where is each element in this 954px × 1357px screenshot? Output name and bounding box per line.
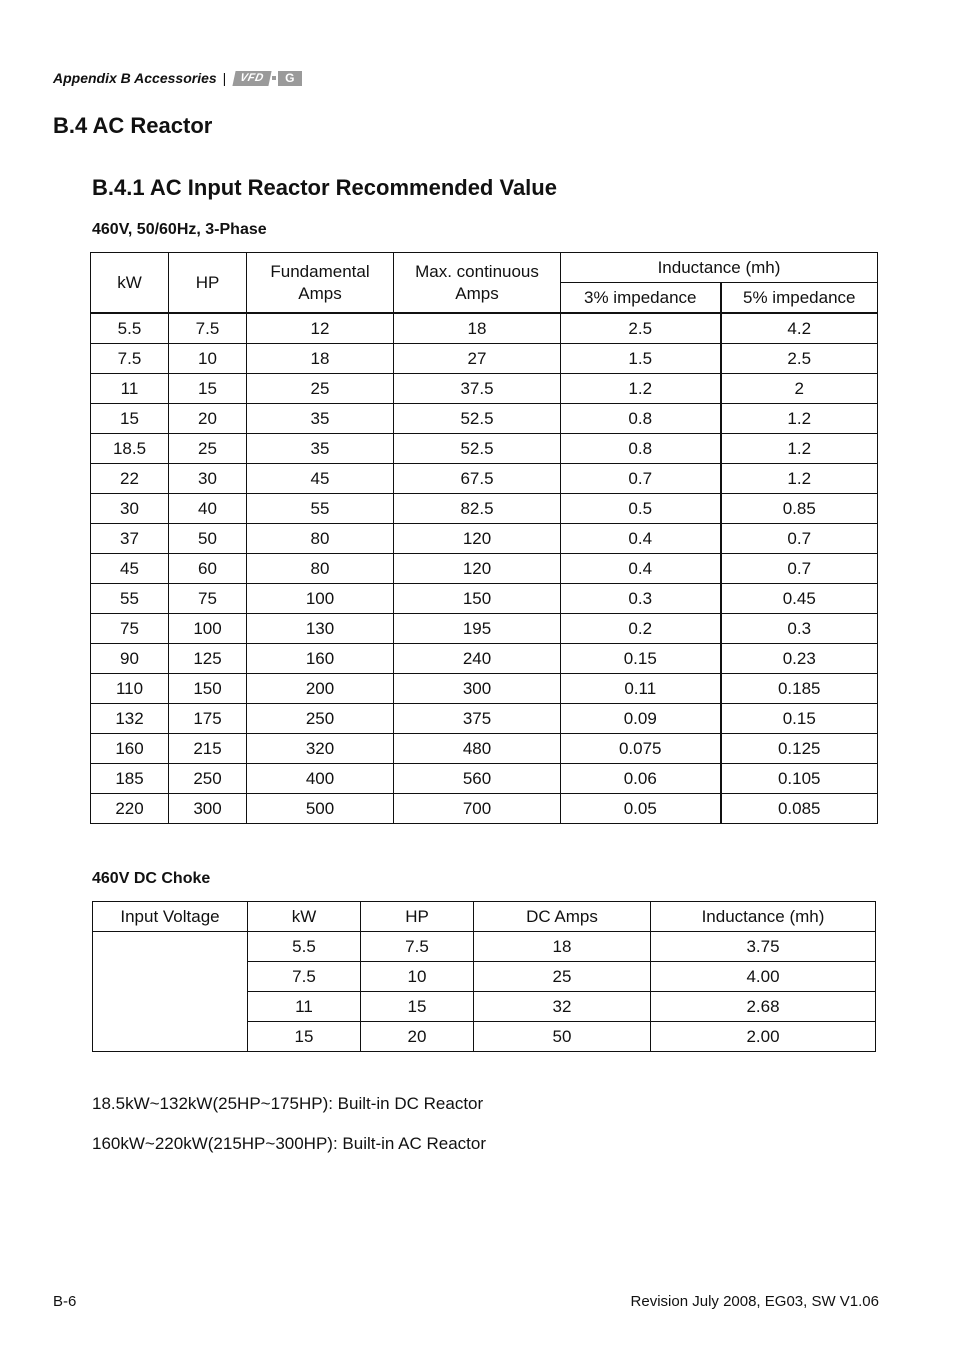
cell-3pct-impedance: 1.2 [561,374,721,404]
cell-kw: 220 [91,794,169,824]
table-row [91,734,878,764]
cell-5pct-impedance: 0.23 [721,644,878,674]
cell-kw: 7.5 [91,344,169,374]
cell-hp: 10 [169,344,247,374]
cell-max-continuous-amps: 67.5 [394,464,561,494]
header-max-continuous-amps: Max. continuous Amps [394,253,561,314]
cell-hp: 25 [169,434,247,464]
cell-fundamental-amps: 500 [247,794,394,824]
cell-3pct-impedance: 0.06 [561,764,721,794]
cell-3pct-impedance: 0.09 [561,704,721,734]
cell-5pct-impedance: 2 [721,374,878,404]
cell-3pct-impedance: 0.8 [561,404,721,434]
table-row [91,614,878,644]
cell-fundamental-amps: 12 [247,313,394,344]
cell-max-continuous-amps: 120 [394,554,561,584]
table-row [91,794,878,824]
header-section: Appendix B Accessories [53,70,217,86]
cell-5pct-impedance: 0.7 [721,524,878,554]
cell-kw: 132 [91,704,169,734]
cell-max-continuous-amps: 27 [394,344,561,374]
cell-max-continuous-amps: 480 [394,734,561,764]
cell-hp: 20 [361,1022,474,1052]
cell-5pct-impedance: 1.2 [721,464,878,494]
cell-kw: 37 [91,524,169,554]
cell-inductance: 2.00 [651,1022,876,1052]
cell-max-continuous-amps: 18 [394,313,561,344]
note-ac-reactor: 160kW~220kW(215HP~300HP): Built-in AC Reactor [92,1134,487,1153]
cell-max-continuous-amps: 82.5 [394,494,561,524]
cell-5pct-impedance: 0.185 [721,674,878,704]
cell-input-voltage [93,932,248,1052]
cell-max-continuous-amps: 560 [394,764,561,794]
cell-3pct-impedance: 0.7 [561,464,721,494]
page-number: B-6 [53,1293,77,1310]
cell-3pct-impedance: 0.5 [561,494,721,524]
table-row [91,434,878,464]
vfd-g-logo [234,70,302,86]
cell-kw: 90 [91,644,169,674]
cell-hp: 7.5 [169,313,247,344]
table-row [91,644,878,674]
cell-3pct-impedance: 0.4 [561,554,721,584]
cell-fundamental-amps: 100 [247,584,394,614]
table1-caption: 460V, 50/60Hz, 3-Phase [92,221,267,238]
cell-max-continuous-amps: 120 [394,524,561,554]
cell-fundamental-amps: 45 [247,464,394,494]
cell-dc-amps: 18 [474,932,651,962]
cell-5pct-impedance: 0.105 [721,764,878,794]
table-row [91,704,878,734]
cell-kw: 11 [91,374,169,404]
table-row [91,404,878,434]
cell-kw: 15 [248,1022,361,1052]
cell-fundamental-amps: 80 [247,554,394,584]
cell-kw: 160 [91,734,169,764]
section-title: B.4 AC Reactor [53,113,213,138]
cell-inductance: 3.75 [651,932,876,962]
cell-dc-amps: 32 [474,992,651,1022]
table-row [91,584,878,614]
cell-hp: 60 [169,554,247,584]
dc-header-hp: HP [361,902,474,932]
cell-dc-amps: 25 [474,962,651,992]
cell-kw: 30 [91,494,169,524]
cell-3pct-impedance: 0.8 [561,434,721,464]
cell-hp: 75 [169,584,247,614]
header-fundamental-amps: Fundamental Amps [247,253,394,314]
cell-kw: 185 [91,764,169,794]
cell-max-continuous-amps: 240 [394,644,561,674]
cell-kw: 55 [91,584,169,614]
dc-header-dc-amps: DC Amps [474,902,651,932]
cell-max-continuous-amps: 150 [394,584,561,614]
table-row [93,932,876,962]
cell-5pct-impedance: 0.15 [721,704,878,734]
table-row [91,764,878,794]
cell-inductance: 2.68 [651,992,876,1022]
revision-info: Revision July 2008, EG03, SW V1.06 [630,1293,879,1310]
logo-g: G [278,71,302,86]
header-3pct-impedance: 3% impedance [561,283,721,314]
cell-fundamental-amps: 320 [247,734,394,764]
cell-fundamental-amps: 25 [247,374,394,404]
cell-kw: 15 [91,404,169,434]
cell-hp: 40 [169,494,247,524]
cell-5pct-impedance: 0.45 [721,584,878,614]
cell-hp: 7.5 [361,932,474,962]
cell-kw: 110 [91,674,169,704]
header-kw: kW [91,253,169,314]
cell-max-continuous-amps: 195 [394,614,561,644]
cell-5pct-impedance: 1.2 [721,434,878,464]
header-separator: | [222,70,227,86]
cell-fundamental-amps: 35 [247,434,394,464]
header-hp: HP [169,253,247,314]
cell-5pct-impedance: 0.125 [721,734,878,764]
cell-hp: 215 [169,734,247,764]
cell-fundamental-amps: 35 [247,404,394,434]
cell-kw: 5.5 [248,932,361,962]
cell-fundamental-amps: 160 [247,644,394,674]
cell-dc-amps: 50 [474,1022,651,1052]
cell-fundamental-amps: 400 [247,764,394,794]
cell-kw: 11 [248,992,361,1022]
table2-caption: 460V DC Choke [92,870,211,887]
dc-header-kw: kW [248,902,361,932]
cell-kw: 18.5 [91,434,169,464]
cell-kw: 75 [91,614,169,644]
cell-fundamental-amps: 200 [247,674,394,704]
cell-3pct-impedance: 0.11 [561,674,721,704]
running-header [53,70,302,86]
cell-max-continuous-amps: 700 [394,794,561,824]
cell-kw: 5.5 [91,313,169,344]
header-inductance: Inductance (mh) [561,253,878,283]
note-dc-reactor: 18.5kW~132kW(25HP~175HP): Built-in DC Reactor [92,1094,484,1113]
cell-max-continuous-amps: 37.5 [394,374,561,404]
cell-hp: 250 [169,764,247,794]
cell-kw: 7.5 [248,962,361,992]
cell-3pct-impedance: 0.15 [561,644,721,674]
cell-hp: 150 [169,674,247,704]
cell-5pct-impedance: 2.5 [721,344,878,374]
table-row [91,464,878,494]
cell-max-continuous-amps: 300 [394,674,561,704]
header-5pct-impedance: 5% impedance [721,283,878,314]
cell-hp: 15 [169,374,247,404]
cell-hp: 10 [361,962,474,992]
cell-fundamental-amps: 130 [247,614,394,644]
cell-5pct-impedance: 0.085 [721,794,878,824]
cell-hp: 30 [169,464,247,494]
cell-kw: 45 [91,554,169,584]
table-row [91,524,878,554]
cell-hp: 300 [169,794,247,824]
table-row [91,374,878,404]
ac-reactor-table-body [91,313,878,824]
cell-kw: 22 [91,464,169,494]
table-row [91,674,878,704]
cell-hp: 15 [361,992,474,1022]
cell-3pct-impedance: 0.3 [561,584,721,614]
logo-dot [272,76,276,80]
cell-fundamental-amps: 250 [247,704,394,734]
cell-fundamental-amps: 18 [247,344,394,374]
cell-5pct-impedance: 4.2 [721,313,878,344]
ac-reactor-table [90,252,878,824]
cell-3pct-impedance: 0.05 [561,794,721,824]
cell-hp: 125 [169,644,247,674]
dc-choke-header-row [93,902,876,932]
cell-max-continuous-amps: 375 [394,704,561,734]
table-row [91,494,878,524]
subsection-title: B.4.1 AC Input Reactor Recommended Value [92,175,557,200]
logo-vfd: VFD [233,71,272,86]
cell-3pct-impedance: 0.2 [561,614,721,644]
cell-inductance: 4.00 [651,962,876,992]
cell-max-continuous-amps: 52.5 [394,404,561,434]
cell-5pct-impedance: 0.7 [721,554,878,584]
cell-hp: 175 [169,704,247,734]
cell-5pct-impedance: 0.85 [721,494,878,524]
cell-max-continuous-amps: 52.5 [394,434,561,464]
table-row [91,554,878,584]
cell-fundamental-amps: 55 [247,494,394,524]
cell-hp: 20 [169,404,247,434]
table-row [91,344,878,374]
cell-fundamental-amps: 80 [247,524,394,554]
cell-3pct-impedance: 0.075 [561,734,721,764]
dc-header-inductance-mh: Inductance (mh) [651,902,876,932]
cell-3pct-impedance: 2.5 [561,313,721,344]
cell-3pct-impedance: 1.5 [561,344,721,374]
dc-choke-table [92,901,876,1052]
cell-hp: 100 [169,614,247,644]
table-row [91,313,878,344]
dc-choke-table-body [93,932,876,1052]
cell-hp: 50 [169,524,247,554]
cell-5pct-impedance: 1.2 [721,404,878,434]
dc-header-input-voltage: Input Voltage [93,902,248,932]
cell-5pct-impedance: 0.3 [721,614,878,644]
cell-3pct-impedance: 0.4 [561,524,721,554]
